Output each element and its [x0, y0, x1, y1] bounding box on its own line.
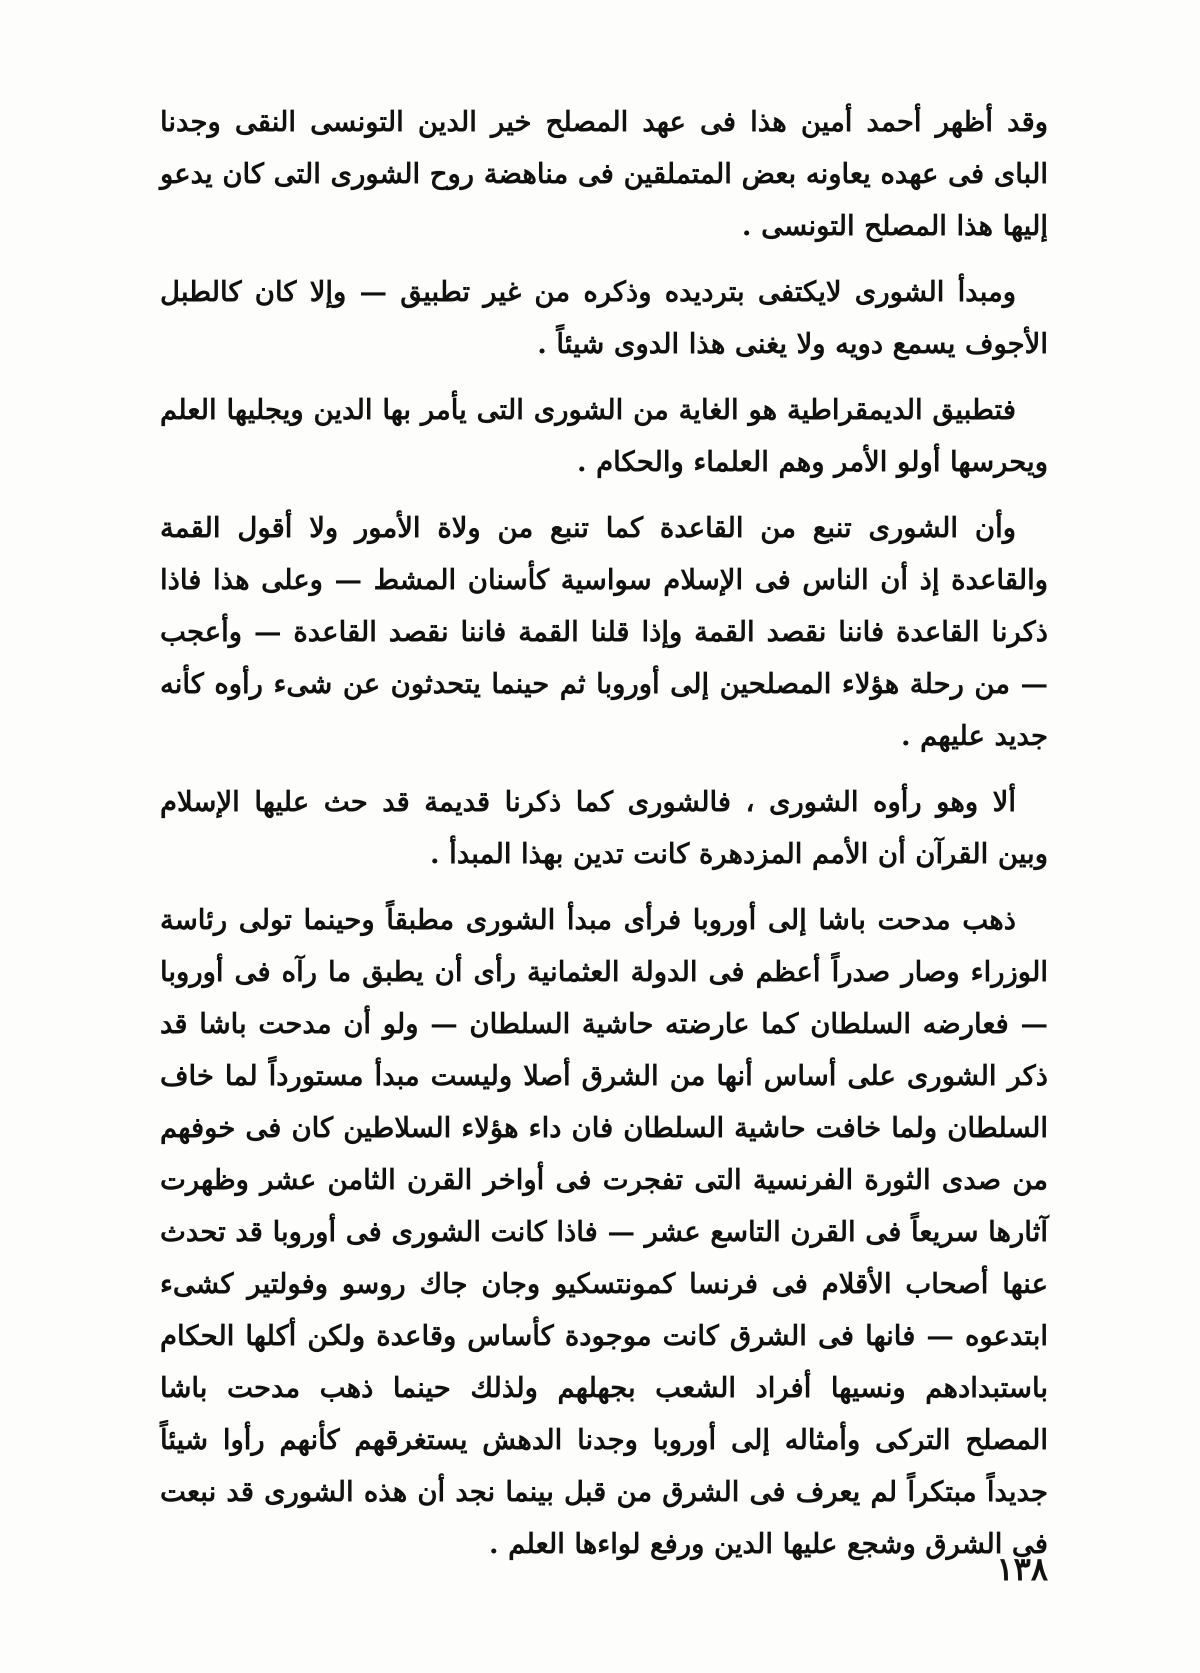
- paragraph-1: وقد أظهر أحمد أمين هذا فى عهد المصلح خير الدين التونسى النقى وجدنا الباى فى عهده يعاونه بعض المتملقين فى مناهضة روح الشورى التى كان يدعو إليها هذا المصلح التونسى .: [160, 106, 1048, 242]
- body-text: [160, 96, 1048, 1584]
- page-number: ١٣٨: [996, 1550, 1048, 1588]
- paragraph-4: وأن الشورى تنبع من القاعدة كما تنبع من ولاة الأمور ولا أقول القمة والقاعدة إذ أن الناس فى الإسلام سواسية كأسنان المشط — وعلى هذا فاذا ذكرنا القاعدة فاننا نقصد القمة وإذا قلنا القمة فاننا نقصد القاعدة — وأعجب — من رحلة هؤلاء المصلحين إلى أوروبا ثم حينما يتحدثون عن شىء رأوه كأنه جديد عليهم .: [160, 512, 1048, 752]
- paragraph-5: ألا وهو رأوه الشورى ، فالشورى كما ذكرنا قديمة قد حث عليها الإسلام وبين القرآن أن الأمم المزدهرة كانت تدين بهذا المبدأ .: [160, 786, 1048, 870]
- paragraph-3: فتطبيق الديمقراطية هو الغاية من الشورى التى يأمر بها الدين ويجليها العلم ويحرسها أولو الأمر وهم العلماء والحكام .: [160, 394, 1048, 478]
- paragraph-6: ذهب مدحت باشا إلى أوروبا فرأى مبدأ الشورى مطبقاً وحينما تولى رئاسة الوزراء وصار صدراً أعظم فى الدولة العثمانية رأى أن يطبق ما رآه فى أوروبا — فعارضه السلطان كما عارضته حاشية السلطان — ولو أن مدحت باشا قد ذكر الشورى على أساس أنها من الشرق أصلا وليست مبدأ مستورداً لما خاف السلطان ولما خافت حاشية السلطان فان داء هؤلاء السلاطين كان فى خوفهم من صدى الثورة الفرنسية التى تفجرت فى أواخر القرن الثامن عشر وظهرت آثارها سريعاً فى القرن التاسع عشر — فاذا كانت الشورى فى أوروبا قد تحدث عنها أصحاب الأقلام فى فرنسا كمونتسكيو وجان جاك روسو وفولتير كشىء ابتدعوه — فانها فى الشرق كانت موجودة كأساس وقاعدة ولكن أكلها الحكام باستبدادهم ونسيها أفراد الشعب بجهلهم ولذلك حينما ذهب مدحت باشا المصلح التركى وأمثاله إلى أوروبا وجدنا الدهش يستغرقهم كأنهم رأوا شيئاً جديداً مبتكراً لم يعرف فى الشرق من قبل بينما نجد أن هذه الشورى قد نبعت فى الشرق وشجع عليها الدين ورفع لواءها العلم .: [160, 904, 1048, 1560]
- paragraph-2: ومبدأ الشورى لايكتفى بترديده وذكره من غير تطبيق — وإلا كان كالطبل الأجوف يسمع دويه ولا يغنى هذا الدوى شيئاً .: [160, 276, 1048, 360]
